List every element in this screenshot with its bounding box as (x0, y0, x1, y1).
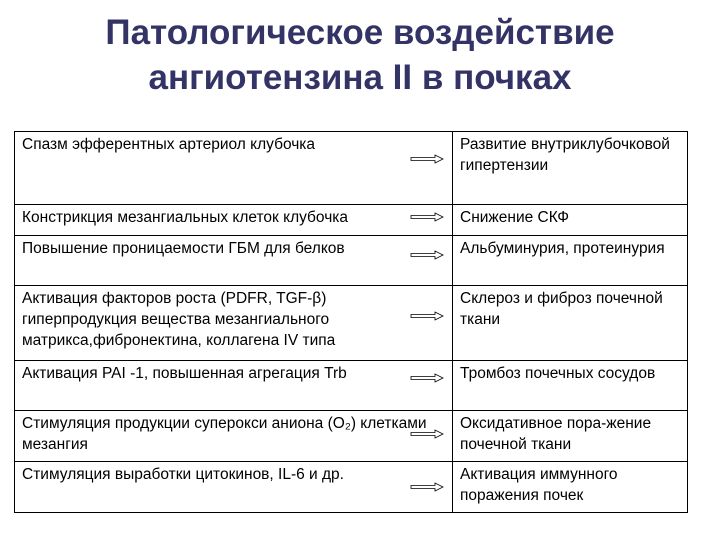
cause-text: Констрикция мезангиальных клеток клубочка (22, 209, 349, 226)
cause-text: Активация PAI -1, повышенная агрегация Trb (22, 365, 347, 382)
effect-text: Оксидативное пора-жение почечной ткани (460, 415, 652, 453)
page-title (0, 10, 720, 100)
cause-cell (15, 361, 453, 411)
right-arrow-icon (410, 429, 444, 439)
effect-text: Развитие внутриклубочковой гипертензии (460, 136, 670, 174)
right-arrow-icon (410, 482, 444, 492)
effect-text: Снижение СКФ (460, 209, 570, 226)
cause-cell (15, 462, 453, 513)
cause-text: Стимуляция продукции суперокси аниона (O₂) клетками мезангия (22, 415, 427, 453)
table-row (15, 236, 688, 286)
title-line-1: Патологическое воздействие (105, 13, 615, 52)
effect-cell (453, 205, 688, 236)
cause-text: Повышение проницаемости ГБМ для белков (22, 240, 345, 257)
table-row (15, 132, 688, 205)
cause-cell (15, 132, 453, 205)
table-row (15, 411, 688, 462)
cause-text: Спазм эфферентных артериол клубочка (22, 136, 316, 153)
table-row (15, 286, 688, 361)
right-arrow-icon (410, 212, 444, 222)
table-row (15, 361, 688, 411)
effect-cell (453, 361, 688, 411)
effect-cell (453, 411, 688, 462)
cause-cell (15, 236, 453, 286)
table-row (15, 462, 688, 513)
right-arrow-icon (410, 373, 444, 383)
effect-cell (453, 462, 688, 513)
effect-cell (453, 132, 688, 205)
effect-text: Альбуминурия, протеинурия (460, 240, 665, 257)
cause-text: Активация факторов роста (PDFR, TGF-β) гиперпродукция вещества мезангиального матрикса,фибронектина, коллагена IV типа (22, 290, 336, 349)
cause-text: Стимуляция выработки цитокинов, IL-6 и др. (22, 466, 344, 483)
effects-table (14, 131, 688, 513)
table-row (15, 205, 688, 236)
cause-cell (15, 205, 453, 236)
effect-text: Склероз и фиброз почечной ткани (460, 290, 663, 328)
right-arrow-icon (410, 154, 444, 164)
right-arrow-icon (410, 250, 444, 260)
effect-text: Активация иммунного поражения почек (460, 466, 618, 504)
cause-cell (15, 411, 453, 462)
right-arrow-icon (410, 311, 444, 321)
effect-text: Тромбоз почечных сосудов (460, 365, 656, 382)
effect-cell (453, 236, 688, 286)
cause-cell (15, 286, 453, 361)
title-line-2: ангиотензина II в почках (148, 58, 572, 97)
effect-cell (453, 286, 688, 361)
